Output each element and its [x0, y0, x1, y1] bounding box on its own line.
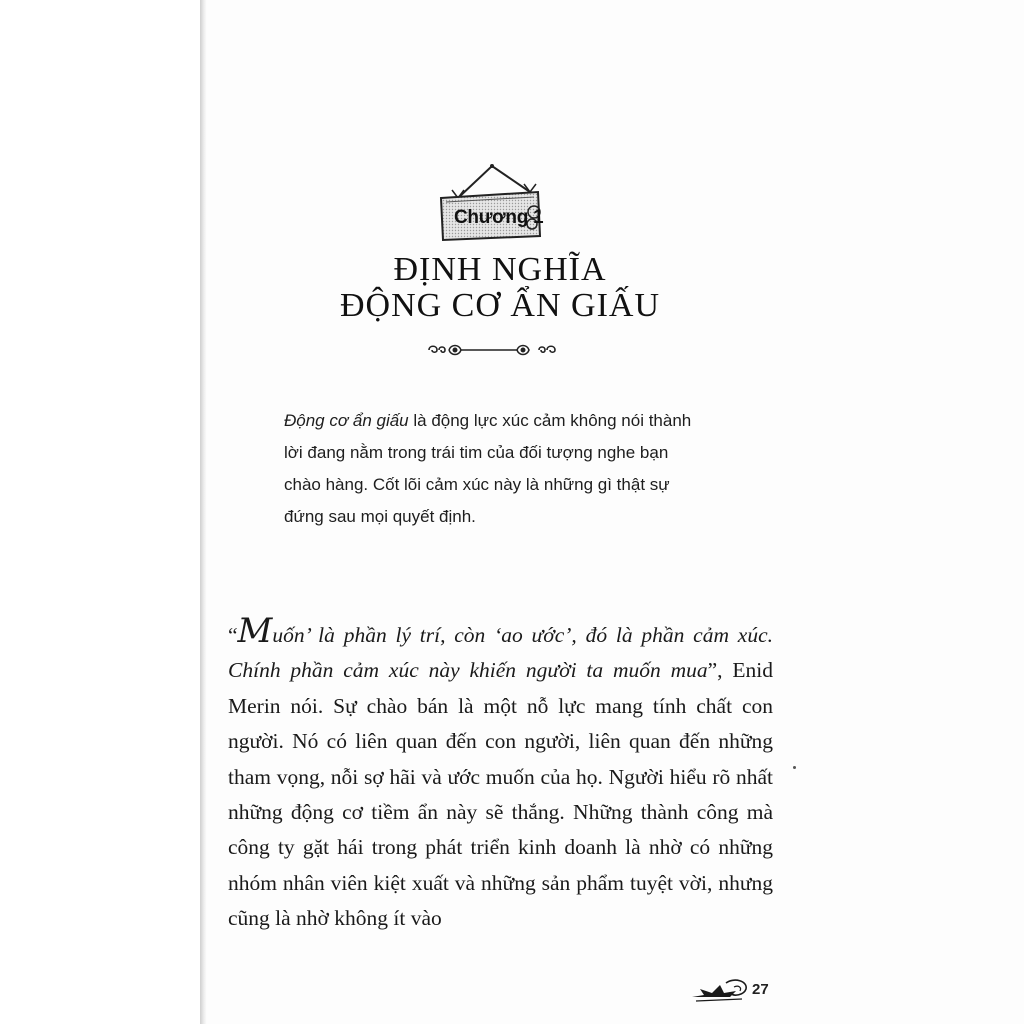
body-paragraph — [228, 611, 773, 937]
chapter-label: Chương 1 — [454, 207, 544, 228]
footer-doodle-icon — [690, 977, 752, 1003]
body-text: ”, Enid Merin nói. Sự chào bán là một nỗ lực mang tính chất con người. Nó có liên quan đến con người, liên quan đến những tham vọng, nỗi sợ hãi và ước muốn của họ. Người hiểu rõ nhất những động cơ tiềm ẩn này sẽ thắng. Những thành công mà công ty gặt hái trong phát triển kinh doanh là nhờ có những nhóm nhân viên kiệt xuất và những sản phẩm tuyệt vời, nhưng cũng là nhờ không ít vào — [228, 658, 773, 931]
chapter-sign-icon — [430, 160, 550, 242]
quote-text: uốn’ là phần lý trí, còn ‘ao ước’, đó là phần cảm xúc. Chính phần cảm xúc này khiến người ta muốn mua — [228, 623, 773, 683]
intro-text: là động lực xúc cảm không nói thành lời đang nằm trong trái tim của đối tượng nghe bạn chào hàng. Cốt lõi cảm xúc này là những gì thật sự đứng sau mọi quyết định. — [284, 411, 692, 526]
open-quote: “ — [228, 623, 238, 647]
chapter-title-line-1: ĐỊNH NGHĨA — [393, 251, 607, 288]
intro-paragraph — [284, 405, 699, 533]
print-speck — [793, 766, 796, 769]
scroll-ornament-icon — [425, 340, 560, 360]
intro-lead-term: Động cơ ẩn giấu — [284, 411, 409, 430]
drop-cap: M — [237, 611, 273, 651]
chapter-title — [300, 252, 700, 324]
book-spine-shadow — [200, 0, 207, 1024]
chapter-title-line-2: ĐỘNG CƠ ẨN GIẤU — [339, 287, 661, 324]
page-number: 27 — [752, 981, 769, 998]
